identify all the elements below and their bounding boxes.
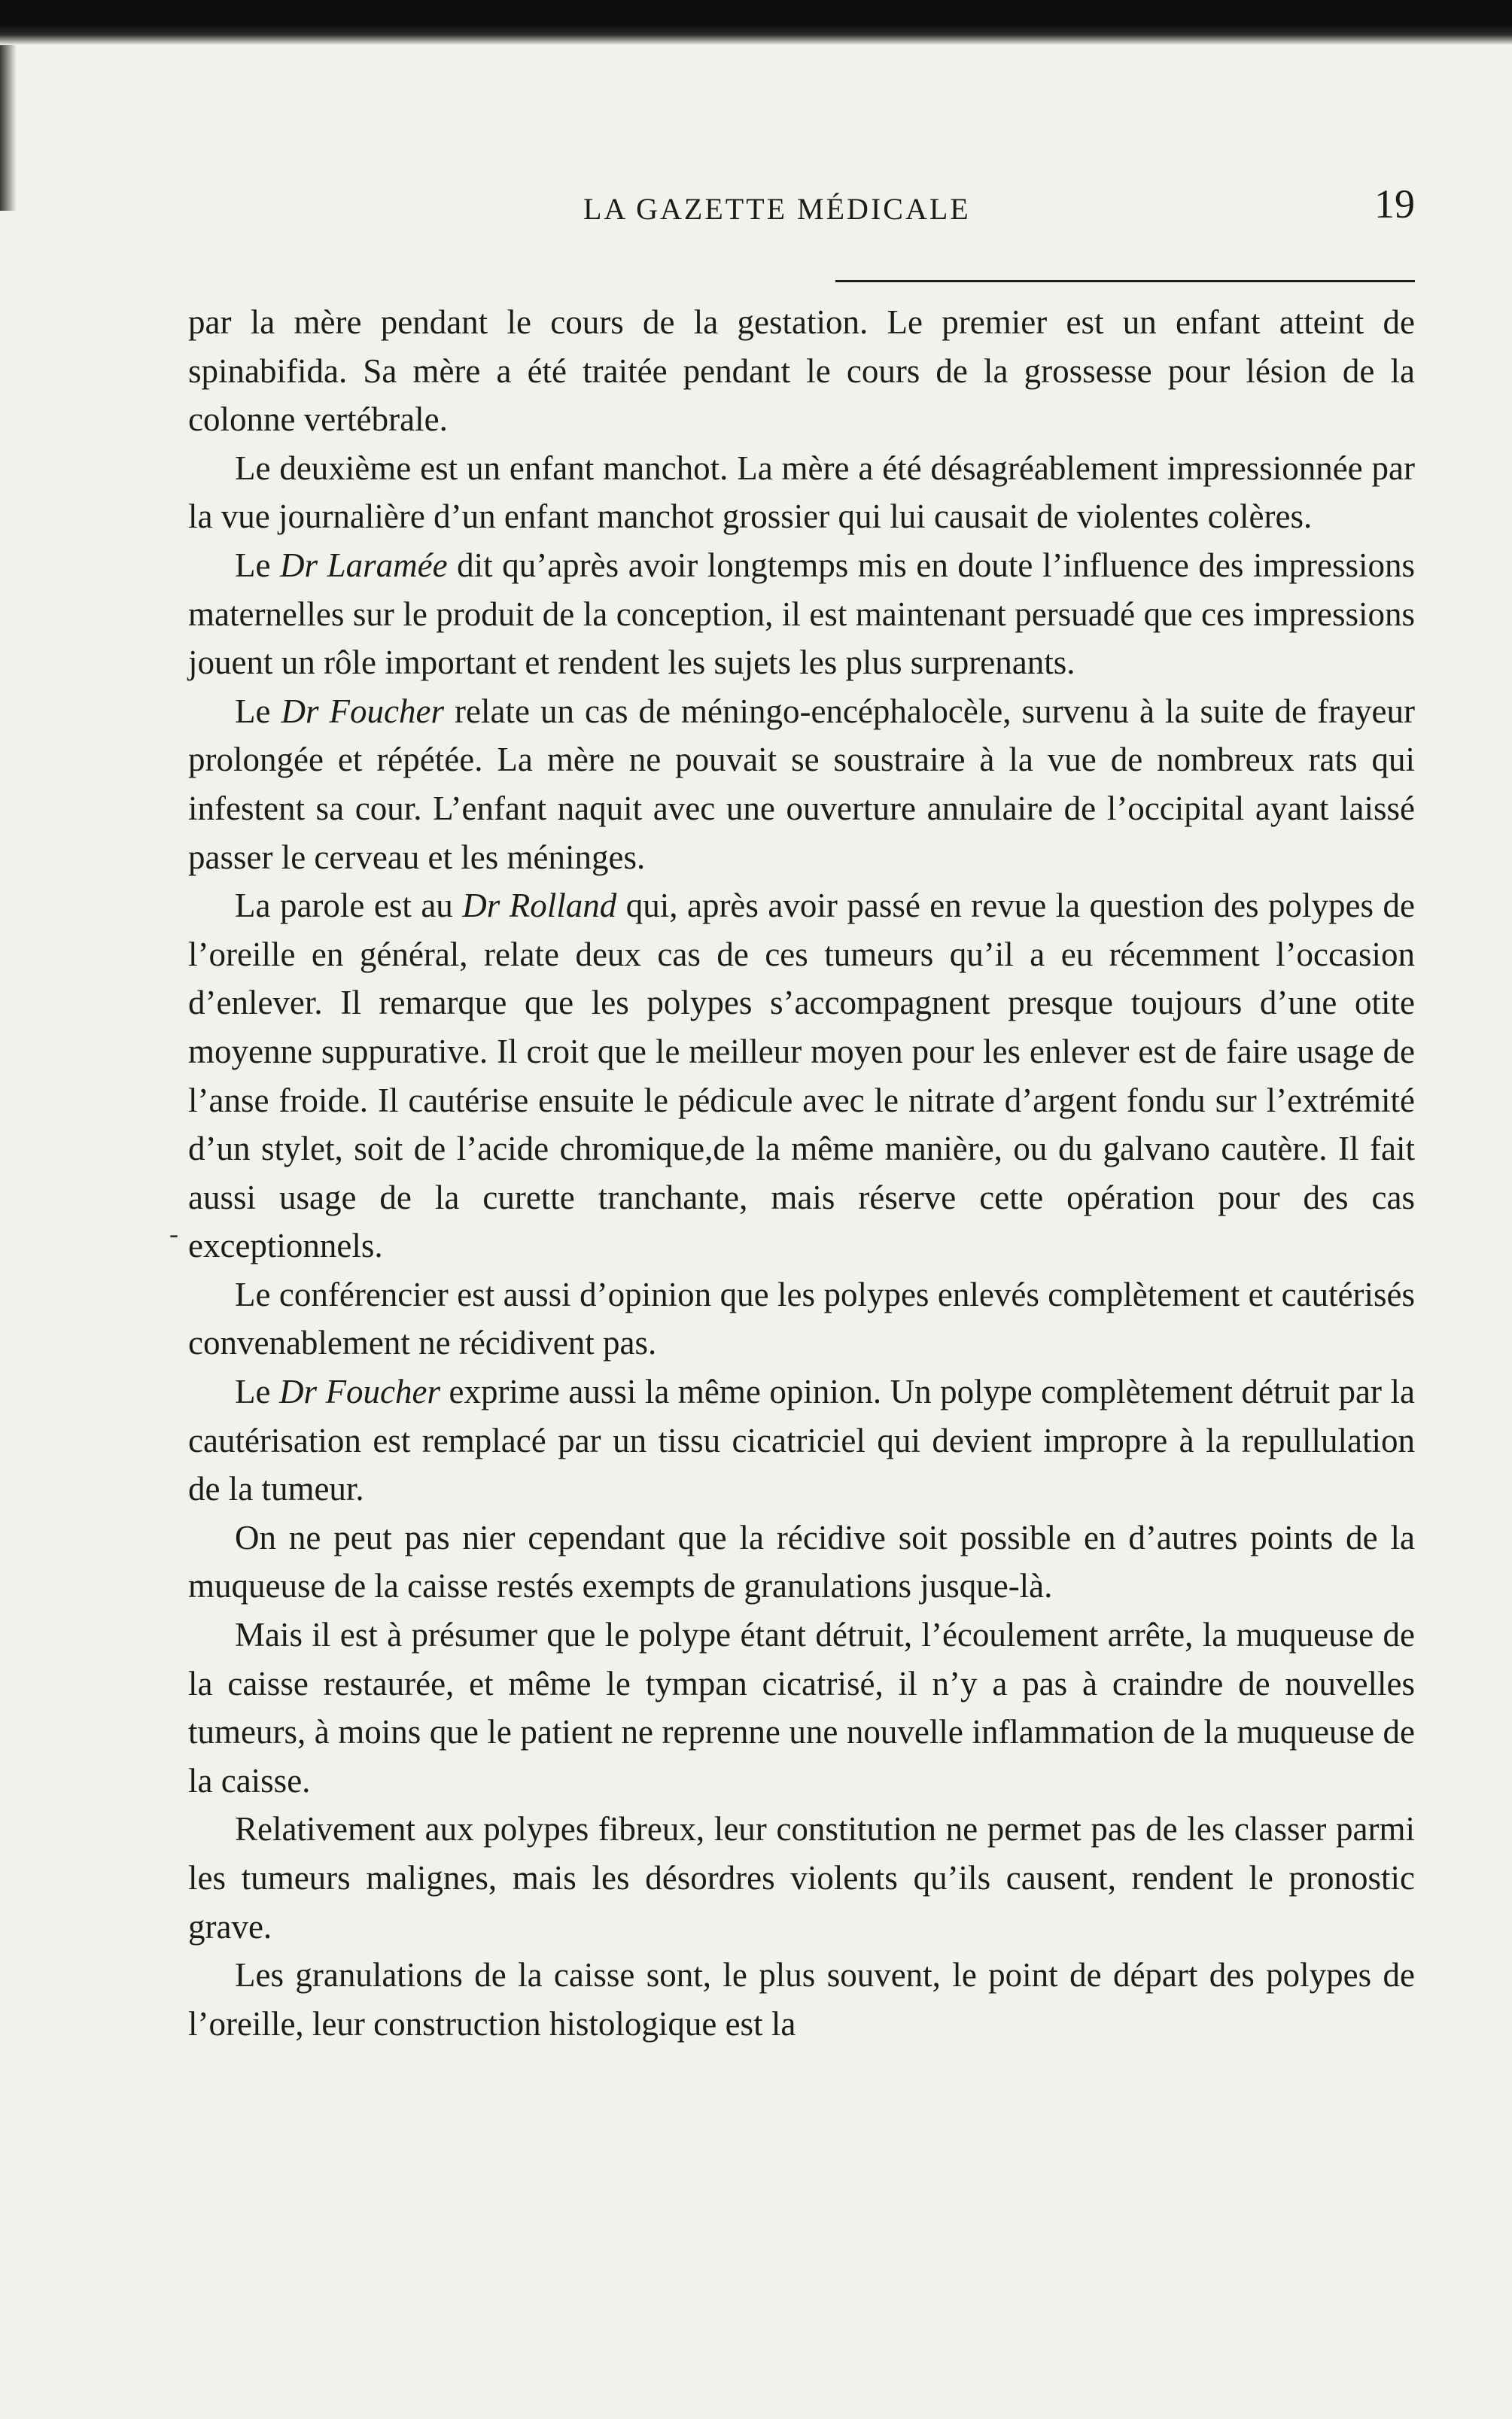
paragraph-7-lead: Le [235,1373,279,1411]
page-number: 19 [1374,181,1415,227]
paragraph-1: par la mère pendant le cours de la gestation. Le premier est un enfant atteint de spinabifida. Sa mère a été traitée pendant le cours de la grossesse pour lésion de la colonne vertébrale. [188,303,1415,439]
margin-dash-mark: - [169,1219,178,1249]
scan-dark-border-top [0,0,1512,45]
paragraph-8: On ne peut pas nier cependant que la récidive soit possible en d’autres points de la muqueuse de la caisse restés exempts de granulations jusque-là. [188,1518,1415,1605]
paragraph-11: Les granulations de la caisse sont, le plus souvent, le point de départ des polypes de l’oreille, leur construction histologique est la [188,1956,1415,2043]
paragraph-6: Le conférencier est aussi d’opinion que les polypes enlevés complètement et cautérisés convenablement ne récidivent pas. [188,1275,1415,1362]
paragraph-4 [188,687,1415,881]
doctor-name-laramee: Dr Laramée [280,546,448,584]
paragraph-2: Le deuxième est un enfant manchot. La mère a été désagréablement impressionnée par la vue journalière d’un enfant manchot grossier qui lui causait de violentes colères. [188,449,1415,536]
paragraph-4-lead: Le [235,692,281,730]
book-page [188,166,1415,2048]
running-title: LA GAZETTE MÉDICALE [583,192,971,226]
paragraph-3-text: dit qu’après avoir longtemps mis en doute l’influence des impressions maternelles sur le produit de la conception, il est maintenant persuadé que ces impressions jouent un rôle important et rendent les sujets les plus surprenants. [188,546,1415,682]
running-head [188,166,1415,256]
paragraph-9: Mais il est à présumer que le polype étant détruit, l’écoulement arrête, la muqueuse de la caisse restaurée, et même le tympan cicatrisé, il n’y a pas à craindre de nouvelles tumeurs, à moins que le patient ne reprenne une nouvelle inflammation de la muqueuse de la caisse. [188,1616,1415,1800]
paragraph-5-text: qui, après avoir passé en revue la question des polypes de l’oreille en général, relate deux cas de ces tumeurs qu’il a eu récemment l’occasion d’enlever. Il remarque que les polypes s’accompagnent presque toujours d’une otite moyenne suppurative. Il croit que le meilleur moyen pour les enlever est de faire usage de l’anse froide. Il cautérise ensuite le pédicule avec le nitrate d’argent fondu sur l’extrémité d’un stylet, soit de l’acide chromique,de la même manière, ou du galvano cautère. Il fait aussi usage de la curette tranchante, mais réserve cette opération pour des cas exceptionnels. [188,887,1415,1265]
paragraph-7 [188,1368,1415,1514]
paragraph-5 [188,881,1415,1270]
paragraph-3 [188,541,1415,687]
doctor-name-foucher-2: Dr Foucher [278,1373,440,1411]
doctor-name-foucher: Dr Foucher [281,692,444,730]
scan-dark-border-left [0,45,17,211]
paragraph-7-text: exprime aussi la même opinion. Un polype complètement détruit par la cautérisation est remplacé par un tissu cicatriciel qui devient impropre à la repullulation de la tumeur. [188,1373,1415,1508]
body-text [188,298,1415,2048]
doctor-name-rolland: Dr Rolland [462,887,617,925]
paragraph-4-text: relate un cas de méningo-encéphalocèle, survenu à la suite de frayeur prolongée et répétée. La mère ne pouvait se soustraire à la vue de nombreux rats qui infestent sa cour. L’enfant naquit avec une ouverture annulaire de l’occipital ayant laissé passer le cerveau et les méninges. [188,692,1415,876]
paragraph-10: Relativement aux polypes fibreux, leur constitution ne permet pas de les classer parmi les tumeurs malignes, mais les désordres violents qu’ils causent, rendent le pronostic grave. [188,1810,1415,1946]
header-rule [835,280,1415,282]
paragraph-3-lead: Le [235,546,281,584]
paragraph-5-lead: La parole est au [235,887,463,925]
